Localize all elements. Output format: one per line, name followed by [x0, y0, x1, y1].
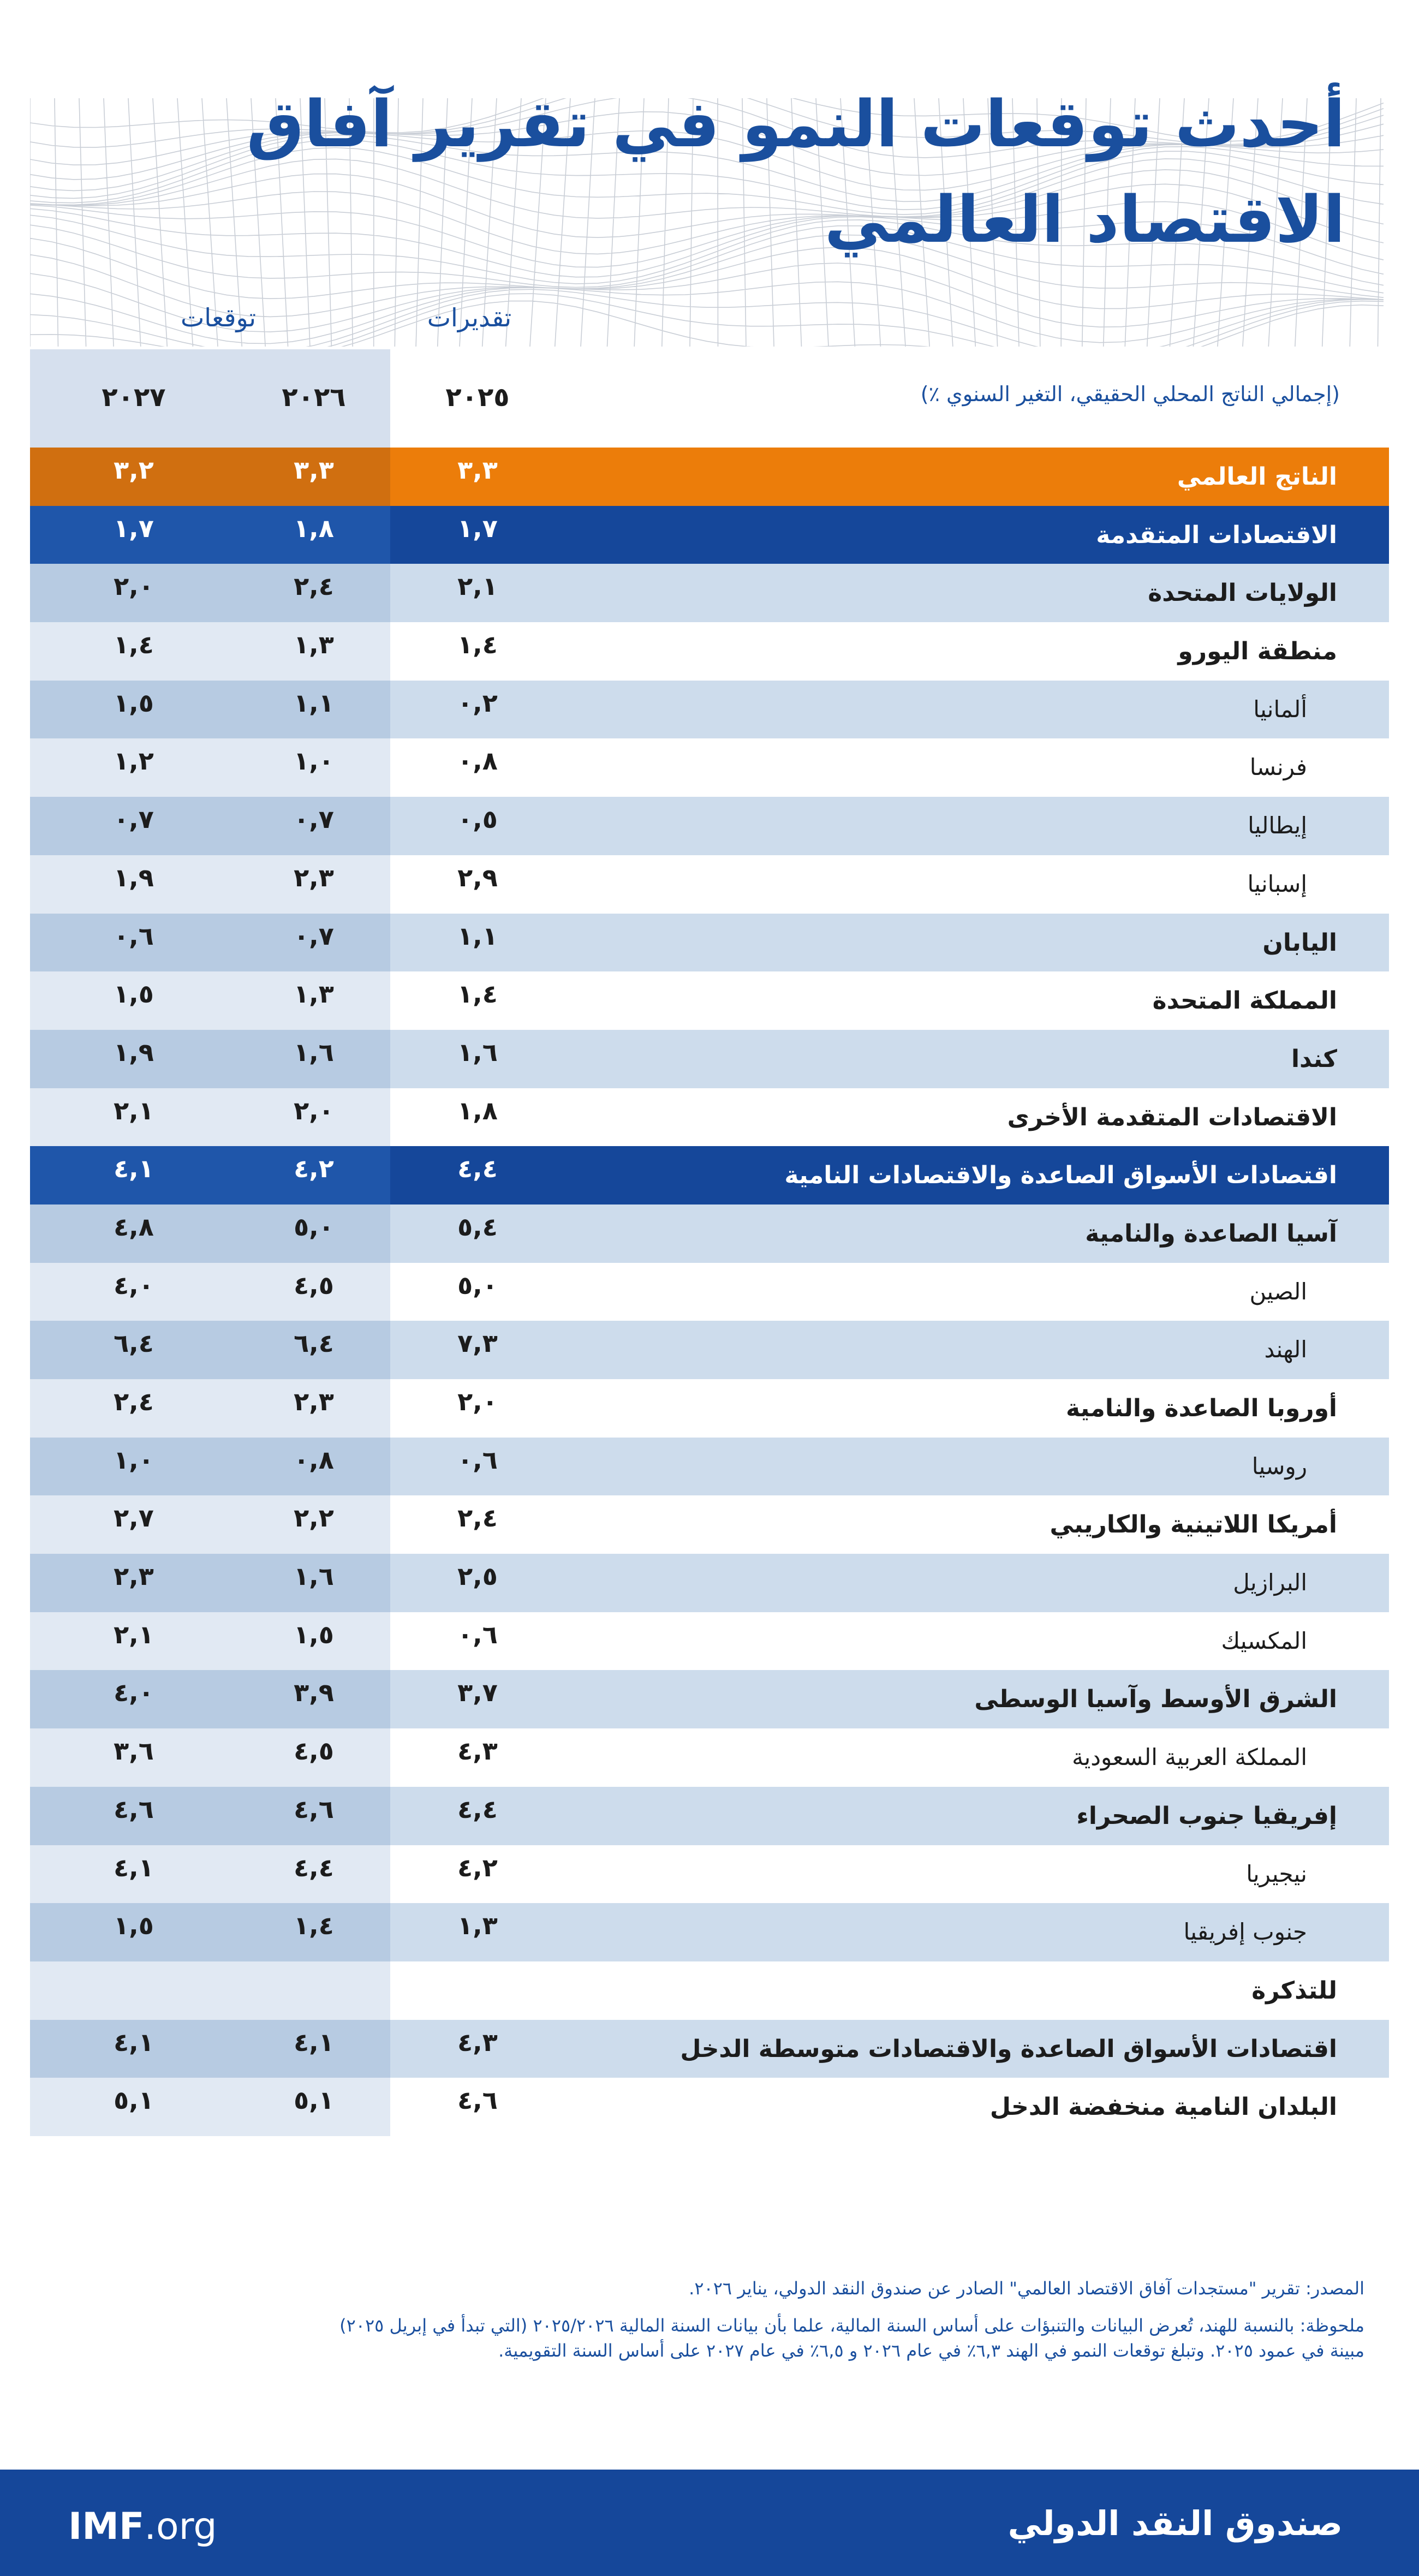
- value-٢٠٢٥: ٢,٠: [457, 1387, 498, 1416]
- row-label: للتذكرة: [1251, 1976, 1337, 2005]
- value-٢٠٢٦: ١,١: [294, 688, 334, 718]
- table-row: [30, 1845, 1389, 1904]
- value-٢٠٢٦: ٢,٤: [294, 571, 334, 601]
- table-row: [30, 797, 1389, 855]
- table-row: [30, 2078, 1389, 2136]
- value-٢٠٢٦: ٤,٢: [294, 1154, 334, 1184]
- value-٢٠٢٧: ٣,٢: [114, 455, 154, 485]
- value-٢٠٢٧: ١,٠: [114, 1445, 154, 1475]
- value-٢٠٢٦: ٢,٣: [294, 862, 334, 892]
- value-٢٠٢٥: ٥,٠: [457, 1270, 498, 1300]
- value-٢٠٢٧: ٤,٠: [114, 1270, 154, 1300]
- value-٢٠٢٥: ١,٦: [457, 1037, 498, 1067]
- year-2027: ٢٠٢٧: [102, 382, 166, 413]
- value-٢٠٢٦: ١,٨: [294, 513, 334, 543]
- row-label: المملكة المتحدة: [1152, 987, 1337, 1015]
- value-٢٠٢٦: ٥,١: [294, 2085, 334, 2115]
- value-٢٠٢٥: ٠,٨: [457, 746, 498, 776]
- notes: [109, 2276, 1364, 2363]
- value-٢٠٢٥: ٤,٤: [457, 1794, 498, 1824]
- table-row: [30, 738, 1389, 797]
- table-row: [30, 1438, 1389, 1496]
- table-row: [30, 1146, 1389, 1204]
- table-row: [30, 1554, 1389, 1612]
- value-٢٠٢٥: ٣,٧: [457, 1678, 498, 1708]
- table-row: [30, 1612, 1389, 1671]
- table-row: [30, 855, 1389, 914]
- value-٢٠٢٧: ١,٧: [114, 513, 154, 543]
- value-٢٠٢٦: ٠,٧: [294, 804, 334, 834]
- table-row: [30, 1903, 1389, 1961]
- value-٢٠٢٥: ١,٤: [457, 630, 498, 660]
- value-٢٠٢٧: ١,٥: [114, 1911, 154, 1941]
- value-٢٠٢٥: ٧,٣: [457, 1328, 498, 1358]
- value-٢٠٢٧: ٣,٦: [114, 1736, 154, 1766]
- value-٢٠٢٥: ٠,٥: [457, 804, 498, 834]
- table-row: [30, 1961, 1389, 2020]
- value-٢٠٢٦: ١,٥: [294, 1619, 334, 1649]
- value-٢٠٢٥: ٢,٤: [457, 1503, 498, 1533]
- value-٢٠٢٦: ٠,٧: [294, 921, 334, 951]
- row-label: كندا: [1291, 1045, 1337, 1073]
- row-label: الهند: [1264, 1336, 1307, 1363]
- year-2026: ٢٠٢٦: [282, 382, 346, 413]
- value-٢٠٢٦: ٣,٩: [294, 1678, 334, 1708]
- value-٢٠٢٦: ٢,٠: [294, 1095, 334, 1125]
- projections-header: توقعات: [180, 303, 257, 332]
- value-٢٠٢٧: ١,٢: [114, 746, 154, 776]
- unit-label: (إجمالي الناتج المحلي الحقيقي، التغير السنوي ٪): [920, 382, 1340, 406]
- row-label: اقتصادات الأسواق الصاعدة والاقتصادات النامية: [784, 1161, 1337, 1190]
- title-line-2: الاقتصاد العالمي: [824, 182, 1345, 257]
- table-row: [30, 506, 1389, 564]
- value-٢٠٢٧: ٦,٤: [114, 1328, 154, 1358]
- value-٢٠٢٦: ٤,٥: [294, 1736, 334, 1766]
- value-٢٠٢٦: ١,٣: [294, 979, 334, 1009]
- table-row: [30, 681, 1389, 739]
- value-٢٠٢٥: ٣,٣: [457, 455, 498, 485]
- value-٢٠٢٥: ١,٤: [457, 979, 498, 1009]
- value-٢٠٢٦: ١,٠: [294, 746, 334, 776]
- row-label: الاقتصادات المتقدمة الأخرى: [1007, 1103, 1337, 1131]
- value-٢٠٢٧: ٢,٣: [114, 1561, 154, 1591]
- estimates-header: تقديرات: [427, 303, 512, 332]
- value-٢٠٢٥: ١,٧: [457, 513, 498, 543]
- row-label: المكسيك: [1221, 1627, 1307, 1654]
- source-note: المصدر: تقرير "مستجدات آفاق الاقتصاد العالمي" الصادر عن صندوق النقد الدولي، يناير ٢٠٢٦.: [689, 2278, 1364, 2299]
- footer: [0, 2470, 1419, 2576]
- value-٢٠٢٧: ٤,١: [114, 1852, 154, 1882]
- projection-column-shade: [30, 1961, 390, 2020]
- table-row: [30, 1495, 1389, 1554]
- table-row: [30, 1030, 1389, 1088]
- table-row: [30, 448, 1389, 506]
- value-٢٠٢٦: ٤,٥: [294, 1270, 334, 1300]
- row-label: البرازيل: [1233, 1569, 1307, 1596]
- table-row: [30, 564, 1389, 622]
- row-label: إفريقيا جنوب الصحراء: [1076, 1802, 1337, 1830]
- value-٢٠٢٧: ٢,٧: [114, 1503, 154, 1533]
- row-label: الاقتصادات المتقدمة: [1096, 521, 1337, 549]
- value-٢٠٢٦: ١,٣: [294, 630, 334, 660]
- row-label: نيجيريا: [1246, 1860, 1307, 1887]
- table-row: [30, 914, 1389, 972]
- value-٢٠٢٥: ٤,٦: [457, 2085, 498, 2115]
- value-٢٠٢٦: ٥,٠: [294, 1212, 334, 1242]
- value-٢٠٢٥: ٤,٣: [457, 2027, 498, 2057]
- row-label: روسيا: [1251, 1452, 1307, 1480]
- value-٢٠٢٧: ١,٩: [114, 1037, 154, 1067]
- india-note-line-2: مبينة في عمود ٢٠٢٥. وتبلغ توقعات النمو في الهند ٦,٣٪ في عام ٢٠٢٦ و ٦,٥٪ في عام ٢٠٢٧ على أساس السنة التقويمية.: [498, 2340, 1364, 2361]
- value-٢٠٢٦: ٣,٣: [294, 455, 334, 485]
- value-٢٠٢٥: ٠,٢: [457, 688, 498, 718]
- value-٢٠٢٧: ٤,١: [114, 2027, 154, 2057]
- table-row: [30, 1728, 1389, 1787]
- value-٢٠٢٥: ٢,١: [457, 571, 498, 601]
- imf-link[interactable]: [68, 2505, 217, 2548]
- value-٢٠٢٥: ١,٨: [457, 1095, 498, 1125]
- value-٢٠٢٦: ١,٤: [294, 1911, 334, 1941]
- row-label: منطقة اليورو: [1178, 637, 1337, 666]
- value-٢٠٢٦: ٤,٤: [294, 1852, 334, 1882]
- row-label: أوروبا الصاعدة والنامية: [1065, 1394, 1337, 1422]
- value-٢٠٢٦: ١,٦: [294, 1037, 334, 1067]
- value-٢٠٢٦: ٤,١: [294, 2027, 334, 2057]
- table-row: [30, 1787, 1389, 1845]
- value-٢٠٢٥: ٤,٢: [457, 1852, 498, 1882]
- value-٢٠٢٥: ٠,٦: [457, 1619, 498, 1649]
- imf-wordmark: IMF: [68, 2505, 145, 2548]
- table-row: [30, 1670, 1389, 1728]
- row-label: آسيا الصاعدة والنامية: [1085, 1219, 1337, 1248]
- value-٢٠٢٧: ٤,١: [114, 1154, 154, 1184]
- year-2025: ٢٠٢٥: [445, 382, 510, 413]
- value-٢٠٢٧: ٢,٤: [114, 1387, 154, 1416]
- table-row: [30, 622, 1389, 681]
- table-row: [30, 1379, 1389, 1438]
- row-label: الولايات المتحدة: [1148, 579, 1337, 607]
- value-٢٠٢٧: ٢,١: [114, 1619, 154, 1649]
- value-٢٠٢٥: ٠,٦: [457, 1445, 498, 1475]
- value-٢٠٢٦: ٦,٤: [294, 1328, 334, 1358]
- value-٢٠٢٧: ٠,٧: [114, 804, 154, 834]
- imf-domain: .org: [144, 2505, 217, 2548]
- table-row: [30, 2020, 1389, 2078]
- value-٢٠٢٧: ٤,٨: [114, 1212, 154, 1242]
- title-line-1: أحدث توقعات النمو في تقرير آفاق: [246, 86, 1345, 162]
- value-٢٠٢٧: ٥,١: [114, 2085, 154, 2115]
- value-٢٠٢٧: ١,٥: [114, 979, 154, 1009]
- row-label: الشرق الأوسط وآسيا الوسطى: [974, 1685, 1337, 1714]
- value-٢٠٢٧: ٤,٠: [114, 1678, 154, 1708]
- row-label: جنوب إفريقيا: [1183, 1918, 1307, 1946]
- value-٢٠٢٦: ٤,٦: [294, 1794, 334, 1824]
- row-label: اليابان: [1262, 928, 1337, 957]
- row-label: فرنسا: [1249, 754, 1307, 781]
- value-٢٠٢٦: ٢,٢: [294, 1503, 334, 1533]
- row-label: ألمانيا: [1253, 695, 1307, 723]
- row-label: اقتصادات الأسواق الصاعدة والاقتصادات متوسطة الدخل: [680, 2035, 1337, 2063]
- growth-table: [30, 448, 1389, 2136]
- value-٢٠٢٧: ١,٥: [114, 688, 154, 718]
- row-label: البلدان النامية منخفضة الدخل: [989, 2093, 1337, 2121]
- value-٢٠٢٦: ١,٦: [294, 1561, 334, 1591]
- row-label: الصين: [1249, 1278, 1307, 1305]
- table-row: [30, 1321, 1389, 1379]
- table-row: [30, 1204, 1389, 1263]
- value-٢٠٢٦: ٠,٨: [294, 1445, 334, 1475]
- imf-arabic-name: صندوق النقد الدولي: [1007, 2503, 1343, 2543]
- india-note-line-1: ملحوظة: بالنسبة للهند، تُعرض البيانات والتنبؤات على أساس السنة المالية، علما بأن بيانات السنة المالية ٢٠٢٥/٢٠٢٦ (التي تبدأ في إبريل ٢٠٢٥): [339, 2315, 1364, 2336]
- page-title: [145, 76, 1345, 267]
- row-label: أمريكا اللاتينية والكاريبي: [1050, 1511, 1337, 1539]
- value-٢٠٢٧: ٢,١: [114, 1095, 154, 1125]
- value-٢٠٢٧: ٢,٠: [114, 571, 154, 601]
- value-٢٠٢٧: ١,٩: [114, 862, 154, 892]
- value-٢٠٢٧: ٤,٦: [114, 1794, 154, 1824]
- value-٢٠٢٥: ٥,٤: [457, 1212, 498, 1242]
- value-٢٠٢٥: ٢,٥: [457, 1561, 498, 1591]
- table-row: [30, 971, 1389, 1030]
- value-٢٠٢٧: ١,٤: [114, 630, 154, 660]
- value-٢٠٢٥: ٤,٤: [457, 1154, 498, 1184]
- row-label: إيطاليا: [1248, 812, 1307, 839]
- table-row: [30, 1263, 1389, 1321]
- value-٢٠٢٥: ١,٣: [457, 1911, 498, 1941]
- header: [30, 0, 1389, 347]
- row-label: الناتج العالمي: [1177, 463, 1337, 491]
- value-٢٠٢٥: ٤,٣: [457, 1736, 498, 1766]
- value-٢٠٢٥: ٢,٩: [457, 862, 498, 892]
- row-label: المملكة العربية السعودية: [1072, 1744, 1307, 1771]
- row-label: إسبانيا: [1247, 870, 1307, 897]
- value-٢٠٢٧: ٠,٦: [114, 921, 154, 951]
- value-٢٠٢٦: ٢,٣: [294, 1387, 334, 1416]
- value-٢٠٢٥: ١,١: [457, 921, 498, 951]
- table-row: [30, 1088, 1389, 1147]
